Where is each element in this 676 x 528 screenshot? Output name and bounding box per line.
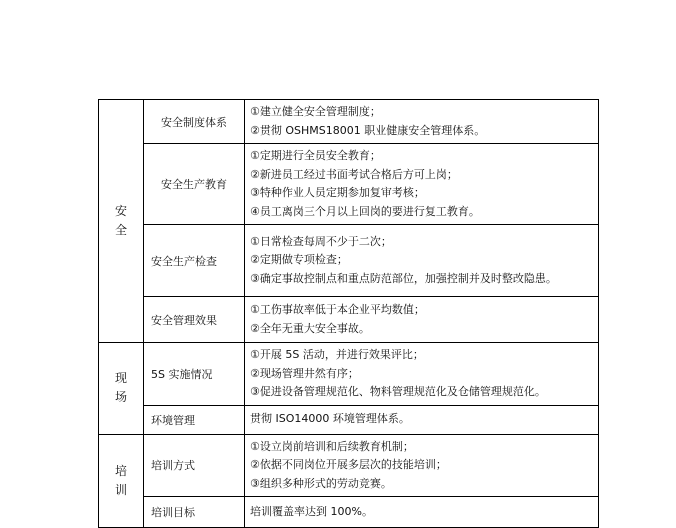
description-line: ④员工离岗三个月以上回岗的要进行复工教育。: [250, 204, 480, 218]
table-row: [99, 343, 599, 406]
table-row: [99, 144, 599, 225]
category-char: 安: [114, 204, 127, 218]
table-row: [99, 405, 599, 434]
table-row: [99, 434, 599, 497]
description-line: ①开展 5S 活动，并进行效果评比；: [250, 348, 424, 361]
item-description: [245, 144, 599, 225]
item-description: [245, 343, 599, 406]
description-line: ①定期进行全员安全教育；: [250, 149, 381, 162]
category-char: 训: [114, 482, 127, 497]
description-line: ②新进员工经过书面考试合格后方可上岗；: [250, 167, 458, 181]
description-line: ③组织多种形式的劳动竞赛。: [250, 476, 392, 490]
item-label: 安全制度体系: [144, 100, 245, 144]
item-label: 培训目标: [144, 497, 245, 528]
item-description: [245, 225, 599, 297]
item-label: 安全生产教育: [144, 144, 245, 225]
description-line: ②定期做专项检查；: [250, 253, 348, 267]
category-char: 现: [114, 371, 127, 386]
description-line: ①工伤事故率低于本企业平均数值；: [250, 303, 425, 316]
category-char: 培: [114, 463, 127, 478]
description-line: ①建立健全安全管理制度；: [250, 105, 381, 118]
category-char: 场: [114, 390, 127, 405]
description-line: ①设立岗前培训和后续教育机制；: [250, 439, 414, 453]
description-line: 贯彻 ISO14000 环境管理体系。: [250, 412, 410, 426]
table-row: [99, 100, 599, 144]
item-description: [245, 434, 599, 497]
evaluation-table: [98, 99, 599, 528]
item-label: 5S 实施情况: [144, 343, 245, 406]
item-description: [245, 405, 599, 434]
table-row: [99, 297, 599, 343]
table-row: [99, 225, 599, 297]
description-line: ③促进设备管理规范化、物料管理规范化及仓储管理规范化。: [250, 385, 546, 398]
table-row: [99, 497, 599, 528]
item-description: [245, 100, 599, 144]
item-label: 安全管理效果: [144, 297, 245, 343]
category-char: 全: [114, 223, 127, 237]
description-line: ②现场管理井然有序；: [250, 366, 359, 380]
description-line: ③确定事故控制点和重点防范部位，加强控制并及时整改隐患。: [250, 271, 557, 285]
category-cell-site: [99, 343, 144, 435]
description-line: 培训覆盖率达到 100%。: [250, 504, 373, 518]
description-line: ②全年无重大安全事故。: [250, 321, 370, 335]
item-description: [245, 297, 599, 343]
item-label: 环境管理: [144, 405, 245, 434]
description-line: ②依据不同岗位开展多层次的技能培训；: [250, 458, 447, 471]
description-line: ①日常检查每周不少于二次；: [250, 234, 392, 248]
item-description: [245, 497, 599, 528]
category-cell-safety: [99, 100, 144, 343]
item-label: 安全生产检查: [144, 225, 245, 297]
item-label: 培训方式: [144, 434, 245, 497]
category-cell-training: [99, 434, 144, 528]
description-line: ③特种作业人员定期参加复审考核；: [250, 186, 425, 199]
description-line: ②贯彻 OSHMS18001 职业健康安全管理体系。: [250, 123, 486, 137]
